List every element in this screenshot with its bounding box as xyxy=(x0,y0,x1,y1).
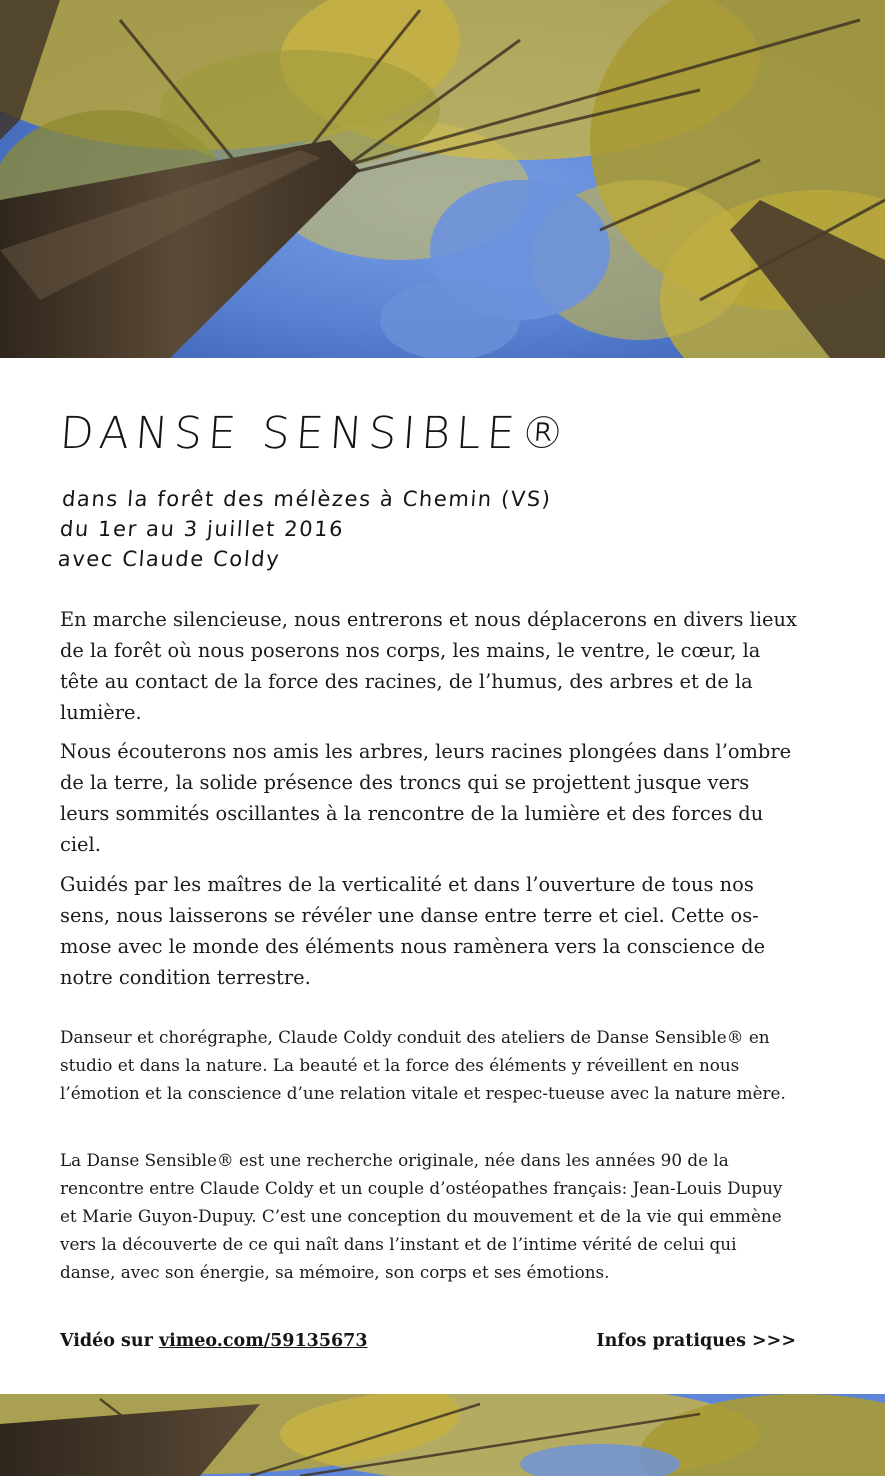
page-title: DANSE SENSIBLE® xyxy=(58,408,573,459)
larch-forest-illustration xyxy=(0,0,885,358)
footer-photo-larch-forest xyxy=(0,1394,885,1476)
video-line xyxy=(60,1331,368,1351)
event-location: dans la forêt des mélèzes à Chemin (VS) xyxy=(61,487,553,511)
practical-info-link[interactable]: Infos pratiques >>> xyxy=(596,1331,796,1351)
larch-forest-strip-illustration xyxy=(0,1394,885,1476)
description-paragraph-3: Guidés par les maîtres de la verticalité et dans l’ouverture de tous nos sens, nous laisserons se révéler une danse entre terre et ciel. Cette os-mose avec le monde des éléments nous ramènera vers la conscience de notre condition terrestre. xyxy=(60,873,766,989)
header-photo-larch-forest xyxy=(0,0,885,358)
footer-links xyxy=(60,1331,796,1361)
event-instructor: avec Claude Coldy xyxy=(57,547,282,571)
description-paragraph-2: Nous écouterons nos amis les arbres, leurs racines plongées dans l’ombre de la terre, la solide présence des troncs qui se projettent jusque vers leurs sommités oscillantes à la rencontre de la lumière et des forces du ciel. xyxy=(60,740,792,856)
event-subtitle xyxy=(57,484,783,574)
vimeo-link[interactable]: vimeo.com/59135673 xyxy=(158,1331,368,1351)
event-dates: du 1er au 3 juillet 2016 xyxy=(59,517,345,541)
video-prefix: Vidéo sur xyxy=(60,1331,159,1351)
bio-paragraph-1: Danseur et chorégraphe, Claude Coldy conduit des ateliers de Danse Sensible® en studio et dans la nature. La beauté et la force des éléments y réveillent en nous l’émotion et la conscience d’une relation vitale et respec-tueuse avec la nature mère. xyxy=(60,1027,786,1103)
bio-paragraph-2: La Danse Sensible® est une recherche originale, née dans les années 90 de la rencontre entre Claude Coldy et un couple d’ostéopathes français: Jean-Louis Dupuy et Marie Guyon-Dupuy. C’est une conception du mouvement et de la vie qui emmène vers la découverte de ce qui naît dans l’instant et de l’intime vérité de celui qui danse, avec son énergie, sa mémoire, son corps et ses émotions. xyxy=(60,1150,783,1282)
description-paragraph-1: En marche silencieuse, nous entrerons et nous déplacerons en divers lieux de la forêt où nous poserons nos corps, les mains, le ventre, le cœur, la tête au contact de la force des racines, de l’humus, des arbres et de la lumière. xyxy=(60,608,797,724)
